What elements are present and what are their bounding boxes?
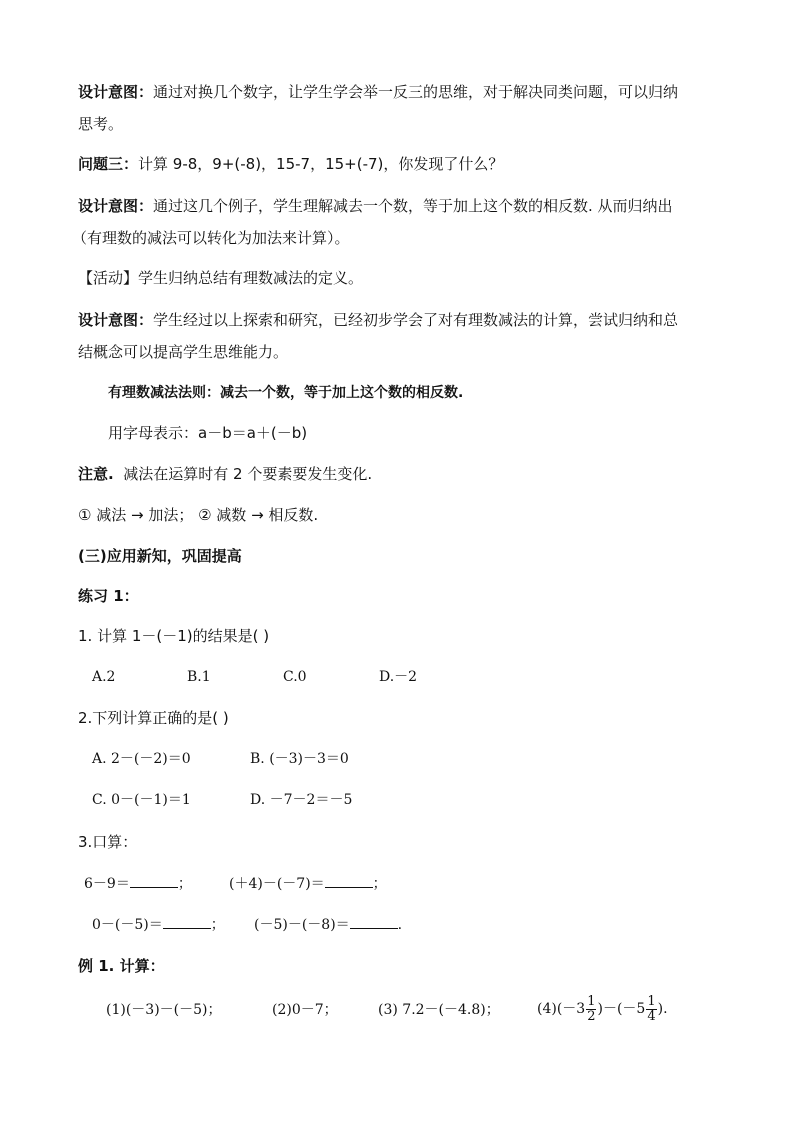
example-1-title: 例 1. 计算： bbox=[78, 957, 165, 975]
mental-calc-2-end: ； bbox=[372, 876, 387, 892]
fraction-one-half bbox=[586, 995, 596, 1024]
answer-blank-4[interactable] bbox=[350, 914, 398, 929]
mental-calc-2 bbox=[229, 873, 387, 894]
problem-1-option-b: B.1 bbox=[187, 669, 211, 685]
problem-1-option-a: A.2 bbox=[92, 669, 116, 685]
fraction-1-numerator: 1 bbox=[587, 993, 596, 1009]
fraction-2-denominator: 4 bbox=[647, 1008, 656, 1024]
note-label: 注意. bbox=[78, 465, 114, 483]
problem-1-option-d: D.－2 bbox=[379, 669, 418, 685]
mental-calc-3-end: ； bbox=[210, 917, 225, 933]
fraction-1-denominator: 2 bbox=[587, 1008, 596, 1024]
subtraction-rule: 有理数减法法则：减去一个数，等于加上这个数的相反数. bbox=[108, 385, 464, 401]
mental-calc-4-end: . bbox=[397, 917, 403, 933]
intent-1-text-1: 通过对换几个数字，让学生学会举一反三的思维，对于解决同类问题，可以归纳 bbox=[153, 83, 679, 101]
mental-calc-4-expr: (－5)－(－8)＝ bbox=[254, 917, 350, 933]
activity bbox=[78, 268, 363, 288]
question-3-label: 问题三： bbox=[78, 155, 139, 173]
example-1-item-4-pre: (4)(－3 bbox=[537, 1001, 586, 1017]
fraction-2-numerator: 1 bbox=[647, 993, 656, 1009]
problem-2-option-a: A. 2－(－2)＝0 bbox=[92, 751, 191, 767]
problem-3-stem: 3.口算： bbox=[78, 833, 138, 851]
problem-1-stem: 1. 计算 1－(－1)的结果是( ) bbox=[78, 627, 270, 645]
practice-title: 练习 1： bbox=[78, 587, 139, 605]
intent-3-text-1: 学生经过以上探索和研究，已经初步学会了对有理数减法的计算，尝试归纳和总 bbox=[153, 311, 679, 329]
example-1-item-4 bbox=[537, 992, 668, 1028]
intent-3-line-2: 结概念可以提高学生思维能力。 bbox=[78, 343, 289, 361]
mental-calc-2-expr: (＋4)－(－7)＝ bbox=[229, 876, 325, 892]
fraction-one-quarter bbox=[646, 995, 656, 1024]
mental-calc-1-expr: 6－9＝ bbox=[84, 876, 130, 892]
problem-2-option-b: B. (－3)－3＝0 bbox=[250, 751, 349, 767]
intent-1-line-1 bbox=[78, 82, 678, 102]
activity-tag: 【活动】 bbox=[78, 269, 139, 287]
problem-2-option-d: D. －7－2＝－5 bbox=[250, 792, 353, 808]
note-text: 减法在运算时有 2 个要素要发生变化. bbox=[123, 465, 373, 483]
mental-calc-3 bbox=[92, 914, 225, 935]
answer-blank-3[interactable] bbox=[163, 914, 211, 929]
letter-formula: 用字母表示：a－b＝a＋(－b) bbox=[108, 424, 308, 442]
problem-2-stem: 2.下列计算正确的是( ) bbox=[78, 709, 229, 727]
example-1-item-4-end: ). bbox=[657, 1001, 668, 1017]
mental-calc-4 bbox=[254, 914, 402, 935]
intent-1-line-2: 思考。 bbox=[78, 115, 124, 133]
answer-blank-1[interactable] bbox=[130, 873, 178, 888]
mental-calc-3-expr: 0－(－5)＝ bbox=[92, 917, 163, 933]
change-items: ① 减法 → 加法； ② 减数 → 相反数. bbox=[78, 506, 319, 524]
problem-1-option-c: C.0 bbox=[283, 669, 307, 685]
example-1-item-2: (2)0－7； bbox=[272, 1002, 338, 1018]
answer-blank-2[interactable] bbox=[325, 873, 373, 888]
intent-2-text-1: 通过这几个例子，学生理解减去一个数，等于加上这个数的相反数. 从而归纳出 bbox=[153, 197, 673, 215]
intent-2-label: 设计意图： bbox=[78, 197, 154, 215]
intent-2-line-2: （有理数的减法可以转化为加法来计算）。 bbox=[72, 229, 350, 247]
question-3-text: 计算 9-8，9+(-8)，15-7，15+(-7)，你发现了什么？ bbox=[138, 155, 504, 173]
example-1-item-4-mid: )－(－5 bbox=[597, 1001, 646, 1017]
activity-text: 学生归纳总结有理数减法的定义。 bbox=[138, 269, 364, 287]
intent-2-line-1 bbox=[78, 196, 673, 216]
intent-3-label: 设计意图： bbox=[78, 311, 154, 329]
intent-1-label: 设计意图： bbox=[78, 83, 154, 101]
problem-2-option-c: C. 0－(－1)＝1 bbox=[92, 792, 191, 808]
section-title: (三)应用新知，巩固提高 bbox=[78, 547, 242, 565]
example-1-item-3: (3) 7.2－(－4.8)； bbox=[378, 1002, 500, 1018]
intent-3-line-1 bbox=[78, 310, 678, 330]
note bbox=[78, 464, 372, 484]
question-3 bbox=[78, 154, 503, 174]
example-1-item-1: (1)(－3)－(－5)； bbox=[106, 1002, 222, 1018]
mental-calc-1-end: ； bbox=[177, 876, 192, 892]
mental-calc-1 bbox=[84, 873, 192, 894]
